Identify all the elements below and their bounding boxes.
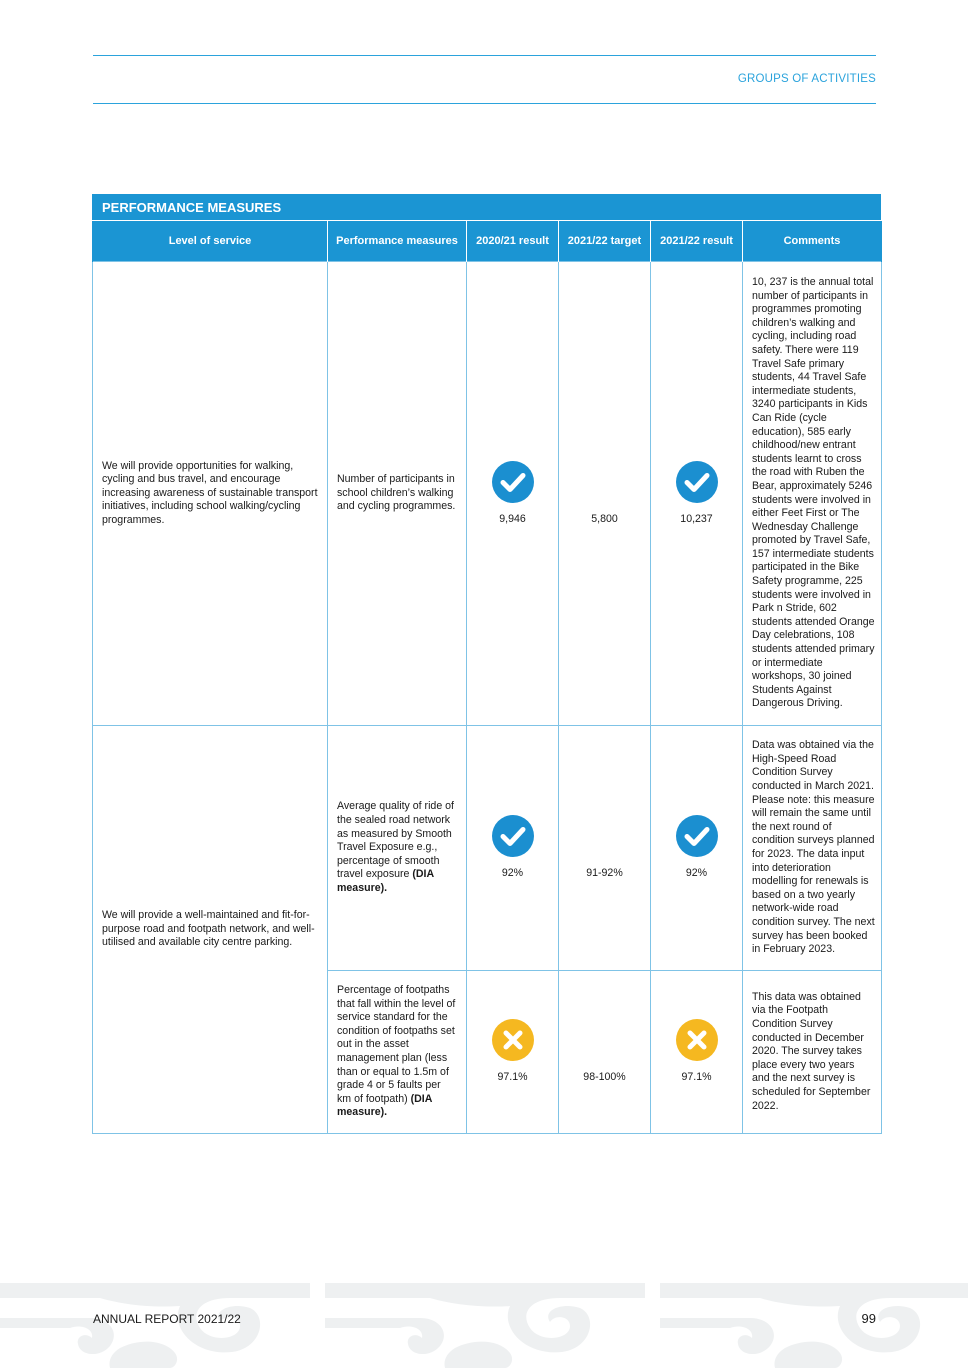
target-2021-22-cell [559,971,651,1134]
measure-text: Average quality of ride of the sealed road network as measured by Smooth Travel Exposure e.g., percentage of smooth travel exposure [337,800,454,881]
result-2020-21-cell [467,262,559,726]
result-2021-22-cell [651,262,743,726]
measure-cell [328,971,467,1134]
header-rule-bottom [93,103,876,104]
section-label: GROUPS OF ACTIVITIES [737,73,876,85]
achieved-check-icon [676,815,718,857]
result-value: 97.1% [681,1071,712,1084]
result-2020-21-cell [467,726,559,971]
report-title: ANNUAL REPORT 2021/22 [93,1312,241,1326]
not-achieved-cross-icon [676,1019,718,1061]
target-2021-22-cell [559,726,651,971]
measure-text: Number of participants in school children’s walking and cycling programmes. [337,473,456,513]
target-value: 91-92% [586,867,623,880]
measure-bold-text: (DIA measure). [337,1092,432,1119]
result-value: 92% [685,867,708,880]
performance-measures-table [92,194,881,1134]
page-number: 99 [861,1311,876,1326]
column-header: 2021/22 target [559,221,651,262]
measure-cell [328,726,467,971]
target-value: 5,800 [591,512,618,525]
target-value: 98-100% [583,1071,626,1084]
column-header: Performance measures [328,221,467,262]
comments-cell: This data was obtained via the Footpath Condition Survey conducted in December 2020. The survey takes place every two years and the next survey is scheduled for September 2022. [743,971,882,1134]
result-value: 10,237 [680,512,713,525]
not-achieved-cross-icon [492,1019,534,1061]
column-header: 2020/21 result [467,221,559,262]
level-of-service-cell: We will provide opportunities for walking, cycling and bus travel, and encourage increasing awareness of sustainable transport initiatives, including school walking/cycling programmes. [93,262,328,726]
achieved-check-icon [492,461,534,503]
column-header: Comments [743,221,882,262]
target-2021-22-cell [559,262,651,726]
comments-cell: Data was obtained via the High-Speed Road Condition Survey conducted in March 2021. Please note: this measure will remain the same until the next round of condition surveys planned for 2023. The data input into deterioration modelling for renewals is based on a two yearly network-wide road condition survey. The next survey has been booked in February 2023. [743,726,882,971]
result-value: 92% [501,867,524,880]
measure-text: Percentage of footpaths that fall within the level of service standard for the condition of footpaths set out in the asset management plan (less than or equal to 1.5m of grade 4 or 5 faults per km of footpath) [337,984,456,1105]
table-row [93,262,882,726]
measure-cell [328,262,467,726]
table-title: PERFORMANCE MEASURES [92,194,881,221]
table-row [93,726,882,971]
achieved-check-icon [676,461,718,503]
result-2021-22-cell [651,726,743,971]
result-value: 9,946 [499,512,526,525]
result-2020-21-cell [467,971,559,1134]
level-of-service-cell: We will provide a well-maintained and fit-for-purpose road and footpath network, and well-utilised and available city centre parking. [93,726,328,1134]
result-value: 97.1% [497,1071,528,1084]
column-header: 2021/22 result [651,221,743,262]
measure-bold-text: (DIA measure). [337,868,434,894]
result-2021-22-cell [651,971,743,1134]
header-rule-top [93,55,876,56]
table-header-row [93,221,882,262]
comments-cell: 10, 237 is the annual total number of participants in programmes promoting children’s walking and cycling, including road safety. There were 119 Travel Safe primary students, 44 Travel Safe intermediate students, 3240 participants in Kids Can Ride (cycle education), 585 early childhood/new entrant students learnt to cross the road with Ruben the Bear, approximately 5246 students were involved in either Feet First or The Wednesday Challenge promoted by Travel Safe, 157 intermediate students participated in the Bike Safety programme, 225 students were involved in Park n Stride, 602 students attended Orange Day celebrations, 108 students attended primary or intermediate workshops, 30 joined Students Against Dangerous Driving. [743,262,882,726]
column-header: Level of service [93,221,328,262]
achieved-check-icon [492,815,534,857]
